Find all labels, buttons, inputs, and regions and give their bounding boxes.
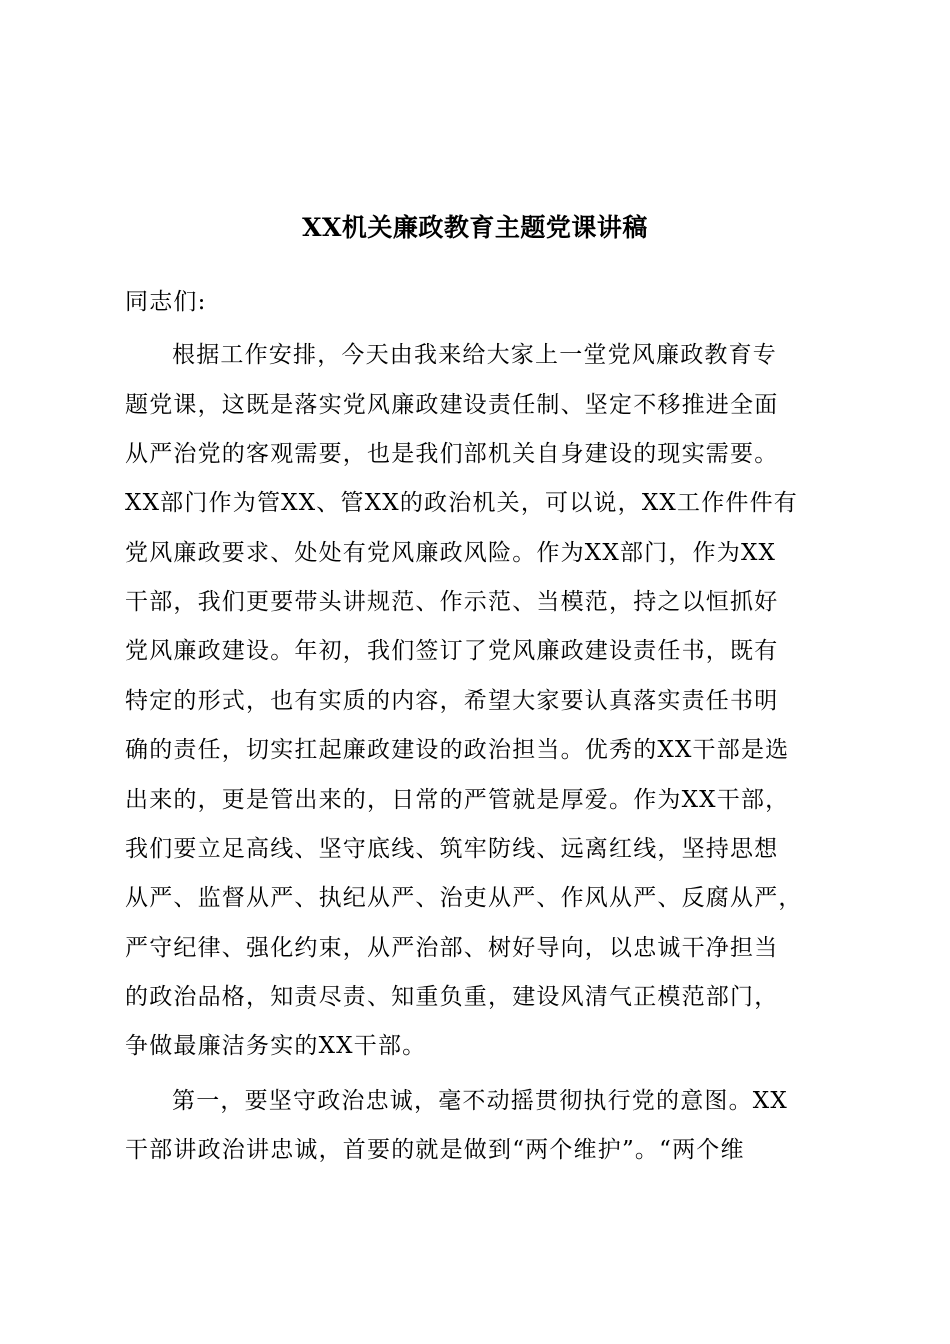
paragraph-line: 从严治党的客观需要，也是我们部机关自身建设的现实需要。 (125, 441, 779, 467)
paragraph-line: 从严、监督从严、执纪从严、治吏从严、作风从严、反腐从严， (125, 885, 803, 911)
salutation: 同志们: (125, 289, 207, 315)
paragraph-line: 出来的，更是管出来的，日常的严管就是厚爱。作为XX干部， (125, 787, 790, 813)
paragraph-line: 党风廉政建设。年初，我们签订了党风廉政建设责任书，既有 (125, 638, 779, 664)
paragraph-line: 第一，要坚守政治忠诚，毫不动摇贯彻执行党的意图。XX (172, 1088, 788, 1114)
paragraph-line: 严守纪律、强化约束，从严治部、树好导向，以忠诚干净担当 (125, 935, 779, 961)
paragraph-line: 我们要立足高线、坚守底线、筑牢防线、远离红线，坚持思想 (125, 836, 779, 862)
paragraph-line: 特定的形式，也有实质的内容，希望大家要认真落实责任书明 (125, 688, 779, 714)
paragraph-line: XX部门作为管XX、管XX的政治机关，可以说，XX工作件件有 (125, 490, 798, 516)
paragraph-line: 干部讲政治讲忠诚，首要的就是做到“两个维护”。“两个维 (125, 1137, 745, 1163)
paragraph-line: 干部，我们更要带头讲规范、作示范、当模范，持之以恒抓好 (125, 589, 779, 615)
paragraph-line: 确的责任，切实扛起廉政建设的政治担当。优秀的XX干部是选 (125, 737, 790, 763)
paragraph-line: 争做最廉洁务实的XX干部。 (125, 1033, 427, 1059)
document-title: XX机关廉政教育主题党课讲稿 (302, 213, 648, 242)
paragraph-line: 的政治品格，知责尽责、知重负重，建设风清气正模范部门， (125, 984, 779, 1010)
paragraph-line: 根据工作安排，今天由我来给大家上一堂党风廉政教育专 (172, 342, 777, 368)
paragraph-line: 题党课，这既是落实党风廉政建设责任制、坚定不移推进全面 (125, 392, 779, 418)
paragraph-line: 党风廉政要求、处处有党风廉政风险。作为XX部门，作为XX (125, 540, 777, 566)
